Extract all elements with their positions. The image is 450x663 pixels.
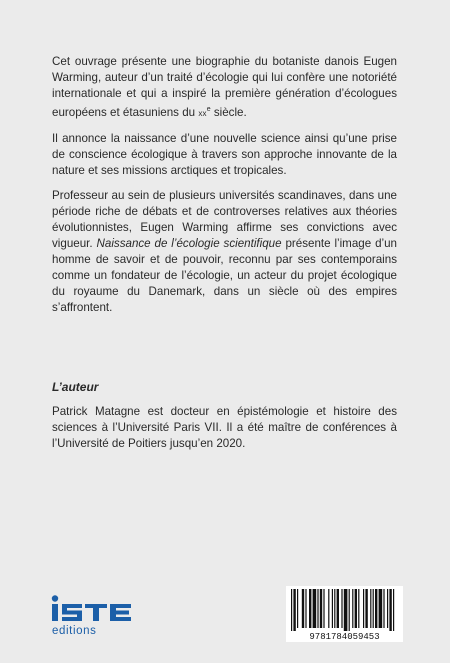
barcode-bar [393,589,394,631]
barcode-bar [302,589,304,628]
barcode-bars [291,589,394,631]
barcode-bar [375,589,377,628]
barcode-bar [332,589,333,628]
barcode-bar [349,589,350,631]
barcode-bar [387,589,388,628]
author-bio-text: Patrick Matagne est docteur en épistémologie et histoire des sciences à l’Université Paris VII. Il a été maître de conférences à l’Université de Poitiers jusqu’en 2020. [52,405,397,450]
isbn-number: 9781784059453 [309,632,380,642]
barcode-bar [383,589,384,628]
barcode-bar [305,589,306,628]
book-summary [52,54,397,316]
summary-paragraph-1 [52,54,397,122]
barcode-bar [379,589,383,628]
barcode-bar [320,589,322,628]
barcode-bar [352,589,353,628]
barcode-bar [389,589,391,631]
summary-p3-start: Professeur au sein de plusieurs universités scandinaves, dans une période riche de débats et de controverses relatives aux théories évolutionnistes, Eugen Warming affirme ses convictions avec vigueur. [52,188,397,250]
summary-paragraph-2: Il annonce la naissance d’une nouvelle science ainsi qu’une prise de conscience écologique à travers son approche innovante de la nature et ses missions arctiques et tropicales. [52,131,397,177]
author-bio [52,404,397,452]
barcode-bar [337,589,339,628]
logo-sub-text: editions [52,625,97,637]
barcode-bar [373,589,374,628]
barcode-bar [334,589,335,628]
summary-paragraph-3 [52,188,397,316]
summary-p3-end: présente l’image d’un homme de savoir et de pouvoir, reconnu par ses contemporains comme un fondateur de l’écologie, un acteur du projet écologique du royaume du Danemark, dans un siècle où des empires s’affrontent. [52,236,397,314]
barcode-bar [309,589,311,628]
iste-editions-logo [51,595,141,637]
barcode-bar [291,589,292,631]
barcode-bar [370,589,371,628]
summary-p1-text: Cet ouvrage présente une biographie du botaniste danois Eugen Warming, auteur d’un traité d’écologie qui lui confère une notoriété internationale et qui a inspiré la première génération d’écologues européens et étasuniens du [52,55,397,119]
author-heading: L’auteur [52,380,99,394]
barcode-bar [365,589,367,628]
barcode-bar [358,589,359,628]
barcode-bar [323,589,324,628]
barcode-bar [313,589,317,628]
barcode-bar [317,589,318,628]
barcode-bar [341,589,342,628]
barcode-bar [293,589,295,631]
logo-word-iste [52,595,131,621]
barcode-bar [297,589,298,628]
book-title-inline: Naissance de l’écologie scientifique [96,236,282,250]
century-superscript: e [206,106,211,113]
barcode-bar [328,589,329,628]
summary-p1-end: siècle. [210,105,247,119]
isbn-barcode [286,586,403,642]
barcode-bar [344,589,348,631]
barcode-bar [363,589,364,628]
century-numeral: xx [198,108,207,118]
barcode-bar [355,589,357,628]
